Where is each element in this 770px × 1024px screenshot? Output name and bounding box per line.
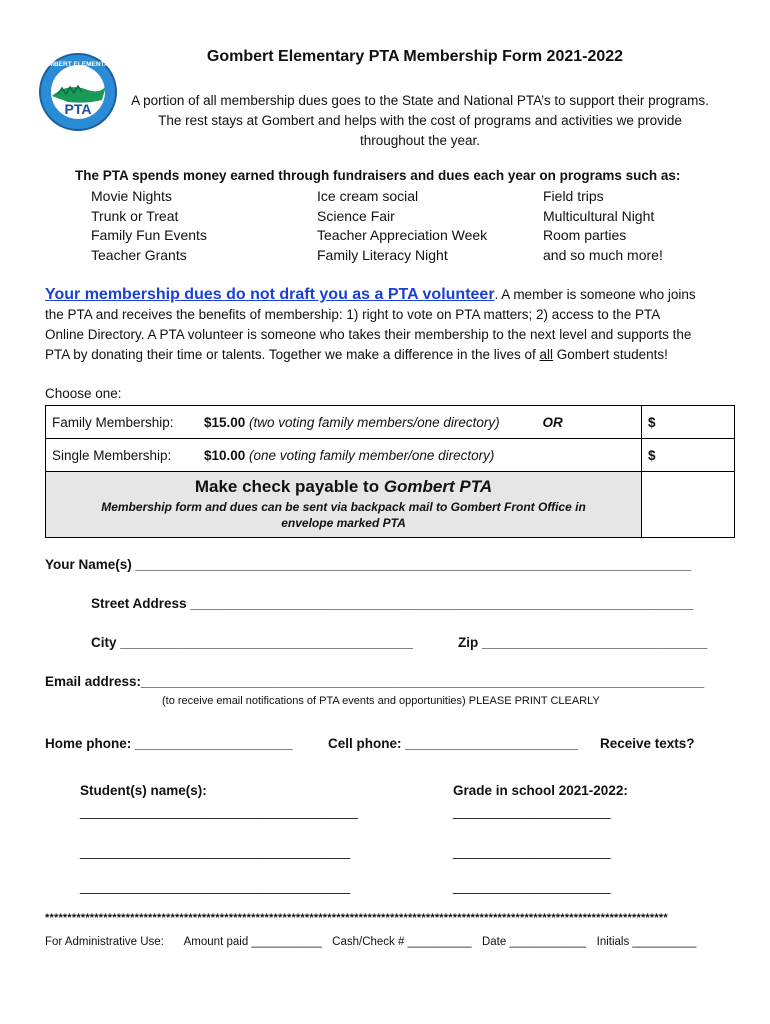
intro-text bbox=[115, 91, 725, 151]
program-item: Family Fun Events bbox=[91, 227, 207, 243]
cell-phone-field[interactable]: Cell phone: _______________________ bbox=[328, 736, 578, 751]
volunteer-text: PTA by donating their time or talents. Together we make a difference in the lives of bbox=[45, 347, 540, 362]
or-label: OR bbox=[542, 414, 563, 430]
single-membership-row[interactable] bbox=[46, 439, 735, 472]
cash-check-field[interactable]: Cash/Check # __________ bbox=[332, 936, 472, 948]
page-title: Gombert Elementary PTA Membership Form 2021-2022 bbox=[206, 48, 624, 65]
volunteer-headline: Your membership dues do not draft you as a PTA volunteer bbox=[45, 286, 495, 303]
volunteer-text: Gombert students! bbox=[553, 347, 668, 362]
street-address-field[interactable]: Street Address ___________________________________________________________________ bbox=[91, 596, 694, 611]
check-payee: Gombert PTA bbox=[383, 477, 493, 496]
program-item: Room parties bbox=[543, 227, 627, 243]
single-desc: (one voting family member/one directory) bbox=[245, 447, 495, 463]
single-price: $10.00 bbox=[204, 447, 246, 463]
programs-column-1 bbox=[91, 187, 207, 265]
programs-column-2 bbox=[317, 187, 487, 265]
student-name-field-1[interactable]: _____________________________________ bbox=[80, 804, 358, 819]
logo-pta-text: PTA bbox=[64, 101, 92, 117]
student-name-field-2[interactable]: ____________________________________ bbox=[80, 844, 351, 859]
single-membership-label: Single Membership: bbox=[52, 447, 172, 463]
program-item: and so much more! bbox=[543, 246, 663, 263]
family-price: $15.00 bbox=[204, 414, 246, 430]
membership-table bbox=[45, 405, 735, 538]
amount-paid-field[interactable]: Amount paid ___________ bbox=[183, 936, 322, 948]
grade-field-3[interactable]: _____________________ bbox=[453, 879, 611, 894]
divider-stars: ******************************************************************************************************************************************* bbox=[45, 912, 668, 924]
family-membership-row[interactable] bbox=[46, 406, 735, 439]
students-label: Student(s) name(s): bbox=[80, 783, 207, 798]
volunteer-text: . A member is someone who joins bbox=[494, 287, 696, 302]
home-phone-field[interactable]: Home phone: _____________________ bbox=[45, 736, 293, 751]
intro-line: A portion of all membership dues goes to the State and National PTA’s to support their programs. bbox=[131, 93, 709, 108]
family-desc: (two voting family members/one directory) bbox=[245, 414, 500, 430]
program-item: Ice cream social bbox=[317, 188, 419, 204]
family-amount-cell[interactable]: $ bbox=[642, 406, 735, 439]
program-item: Teacher Appreciation Week bbox=[317, 227, 488, 243]
intro-line: The rest stays at Gombert and helps with the cost of programs and activities we provide bbox=[158, 113, 682, 128]
volunteer-text: the PTA and receives the benefits of membership: 1) right to vote on PTA matters; 2) access to the PTA bbox=[45, 307, 661, 322]
check-payable-row bbox=[46, 472, 735, 538]
program-item: Trunk or Treat bbox=[91, 207, 179, 224]
check-payable-box bbox=[46, 472, 642, 538]
date-field[interactable]: Date ____________ bbox=[481, 936, 587, 948]
program-item: Family Literacy Night bbox=[317, 246, 448, 263]
programs-column-3 bbox=[543, 187, 663, 265]
initials-field[interactable]: Initials __________ bbox=[596, 936, 697, 948]
your-names-field[interactable]: Your Name(s) __________________________________________________________________________ bbox=[45, 557, 692, 572]
program-item: Science Fair bbox=[317, 207, 395, 224]
program-item: Multicultural Night bbox=[543, 207, 655, 224]
volunteer-text-underlined: all bbox=[539, 347, 554, 362]
email-note: (to receive email notifications of PTA events and opportunities) PLEASE PRINT CLEARLY bbox=[162, 695, 600, 707]
zip-field[interactable]: Zip ______________________________ bbox=[458, 635, 708, 650]
check-total-cell[interactable] bbox=[642, 472, 735, 538]
check-payable-text: Make check payable to bbox=[194, 477, 384, 496]
logo-arc-text: GOMBERT ELEMENTARY bbox=[38, 61, 118, 68]
volunteer-text: Online Directory. A PTA volunteer is someone who takes their membership to the next level and supports the bbox=[45, 327, 692, 342]
admin-label: For Administrative Use: bbox=[45, 936, 164, 948]
student-name-field-3[interactable]: ____________________________________ bbox=[80, 879, 351, 894]
single-amount-cell[interactable]: $ bbox=[642, 439, 735, 472]
grade-field-1[interactable]: _____________________ bbox=[453, 804, 611, 819]
intro-line: throughout the year. bbox=[359, 133, 481, 148]
program-item: Teacher Grants bbox=[91, 246, 187, 263]
choose-one-label: Choose one: bbox=[45, 386, 122, 401]
program-item: Movie Nights bbox=[91, 188, 172, 204]
receive-texts-label[interactable]: Receive texts? bbox=[600, 736, 695, 751]
pta-logo bbox=[38, 52, 118, 132]
mail-note: Membership form and dues can be sent via backpack mail to Gombert Front Office in envelope marked PTA bbox=[101, 500, 586, 530]
programs-heading: The PTA spends money earned through fundraisers and dues each year on programs such as: bbox=[75, 168, 681, 183]
admin-section bbox=[45, 936, 696, 948]
grade-label: Grade in school 2021-2022: bbox=[453, 783, 628, 798]
grade-field-2[interactable]: _____________________ bbox=[453, 844, 611, 859]
city-field[interactable]: City _______________________________________ bbox=[91, 635, 414, 650]
family-membership-label: Family Membership: bbox=[52, 414, 174, 430]
program-item: Field trips bbox=[543, 188, 604, 204]
email-field[interactable]: Email address:___________________________________________________________________________ bbox=[45, 674, 705, 689]
volunteer-paragraph bbox=[45, 285, 735, 365]
